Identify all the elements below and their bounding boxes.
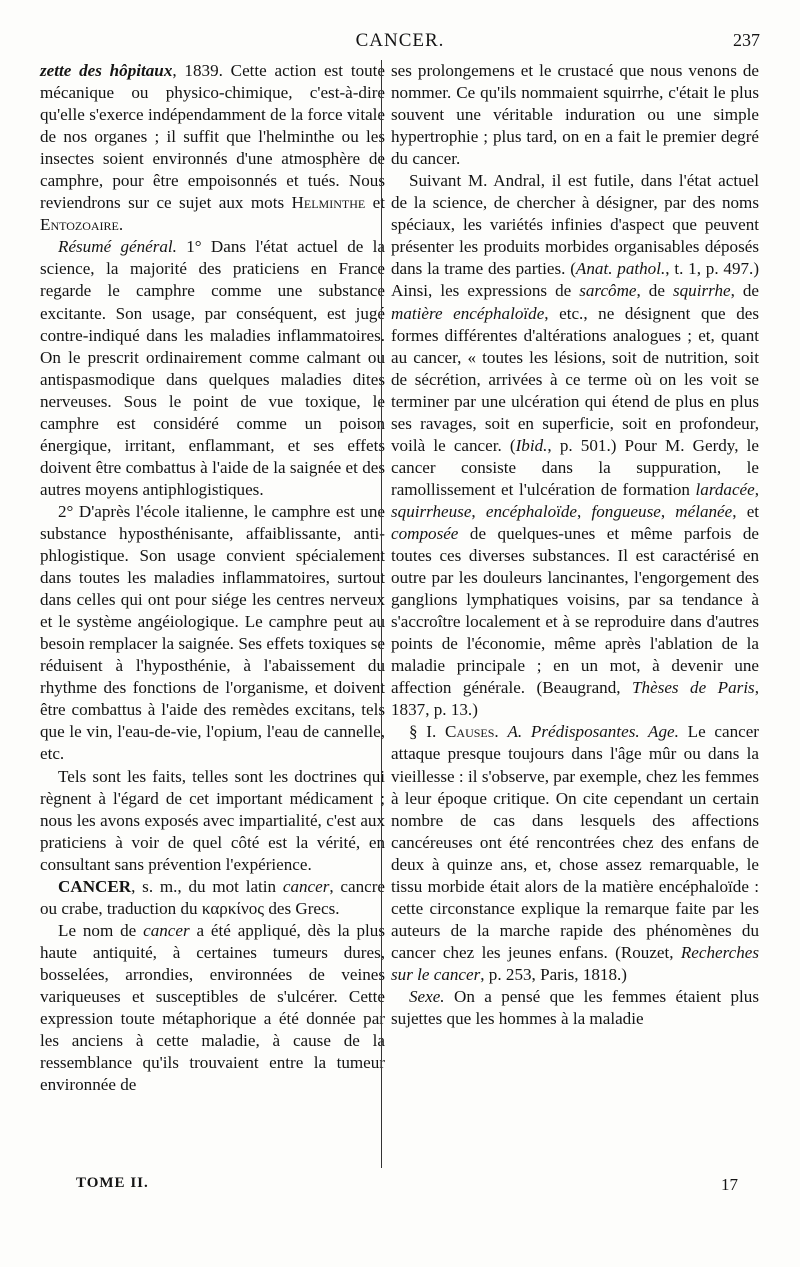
volume-label: TOME II. — [76, 1175, 149, 1191]
running-title: CANCER. — [355, 30, 445, 51]
paragraph: 2° D'après l'école italienne, le camphre est une substance hyposthénisante, affaiblissante, anti-phlogistique. Son usage convient spécialement dans toutes les maladies inflammatoires, surtout dans celles qui ont pour siége les centres nerveux et le système angéiologique. Le camphre peut au besoin remplacer la saignée. Ses effets toxiques se réduisent à l'hyposthénie, à l'abaissement du rhythme des fonctions de l'organisme, et doivent être combattus à l'aide des remèdes excitans, tels que le vin, l'eau-de-vie, l'opium, l'eau de cannelle, etc. — [40, 501, 385, 764]
page-number: 237 — [733, 30, 760, 50]
signature-mark: 17 — [721, 1175, 738, 1194]
paragraph: ses prolongemens et le crustacé que nous venons de nommer. Ce qu'ils nommaient squirrhe, c'était le plus souvent une véritable induration ou une simple hypertrophie ; plus tard, on en a fait le premier degré du cancer. — [391, 61, 759, 169]
paragraph: zette des hôpitaux, 1839. Cette action est toute mécanique ou physico-chimique, c'est-à-dire qu'elle s'exerce indépendamment de la force vitale de nos organes ; il suffit que l'helminthe ou les insectes soient environnés d'une atmosphère de camphre, pour être empoisonnés et tués. Nous reviendrons sur ce sujet aux mots Helminthe et Entozoaire. — [40, 61, 386, 235]
section-paragraph: § I. Causes. A. Prédisposantes. Age. Le cancer attaque presque toujours dans l'âge mûr ou dans la vieillesse : il s'observe, par exemple, chez les femmes à leur époque critique. On cite cependant un certain nombre de cas dans lesquels des affections cancéreuses ont été rencontrées chez des enfans de deux à quinze ans, et, chose assez remarquable, le tissu morbide était alors de la matière encéphaloïde : cette circonstance explique la remarque faite par les auteurs de la marche rapide des phénomènes du cancer chez les jeunes enfans. (Rouzet, Recherches sur le cancer, p. 253, Paris, 1818.) — [391, 722, 759, 984]
page-footer — [40, 1175, 760, 1197]
paragraph: Résumé général. 1° Dans l'état actuel de la science, la majorité des praticiens en France regarde le camphre comme une substance excitante. Son usage, par conséquent, est jugé contre-indiqué dans les maladies inflammatoires. On le prescrit ordinairement comme calmant ou antispasmodique dans quelques maladies dites nerveuses. Sous le point de vue toxique, le camphre est considéré comme un poison énergique, irritant, enflammant, et ses effets doivent être combattus à l'aide de la saignée et des autres moyens antiphlogistiques. — [40, 237, 385, 499]
running-head — [40, 30, 760, 58]
paragraph: Tels sont les faits, telles sont les doctrines qui règnent à l'égard de cet important médicament ; nous les avons exposés avec impartialité, c'est aux praticiens à voir de quel côté est la vérité, en consultant sans prévention l'expérience. — [40, 766, 385, 874]
left-column — [40, 60, 385, 1096]
column-rule — [381, 60, 382, 1168]
right-column — [391, 60, 759, 1030]
headword: CANCER — [58, 876, 132, 896]
paragraph: Suivant M. Andral, il est futile, dans l'état actuel de la science, de chercher à désigner, par des noms spéciaux, les variétés infinies d'aspect que peuvent présenter les produits morbides organisables déposés dans la trame des parties. (Anat. pathol., t. 1, p. 497.) Ainsi, les expressions de sarcôme, de squirrhe, de matière encéphaloïde, etc., ne désignent que des formes différentes d'altérations analogues ; et, quant au cancer, « toutes les lésions, soit de nutrition, soit de sécrétion, arrivées à ce terme où on les voit se terminer par une ulcération qui étend de plus en plus ses ravages, soit en superficie, soit en profondeur, voilà le cancer. (Ibid., p. 501.) Pour M. Gerdy, le cancer consiste dans la suppuration, le ramollissement et l'ulcération de formation lardacée, squirrheuse, encéphaloïde, fongueuse, mélanée, et composée de quelques-unes et même parfois de toutes ces diverses substances. Il est caractérisé en outre par les douleurs lancinantes, l'engorgement des ganglions lymphatiques voisins, par sa tendance à s'accroître localement et à se reproduire dans d'autres points de l'économie, même après l'ablation de la maladie principale ; en un mot, à devenir une affection générale. (Beaugrand, Thèses de Paris, 1837, p. 13.) — [391, 171, 760, 720]
paragraph: Le nom de cancer a été appliqué, dès la plus haute antiquité, à certaines tumeurs dures, bosselées, arrondies, environnées de veines variqueuses et susceptibles de s'ulcérer. Cette expression toute métaphorique a été donnée par les anciens à cette maladie, à cause de la ressemblance qu'ils trouvaient entre la tumeur environnée de — [40, 920, 385, 1095]
entry-paragraph: CANCER, s. m., du mot latin cancer, cancre ou crabe, traduction du καρκίνος des Grecs. — [40, 876, 386, 918]
paragraph: Sexe. On a pensé que les femmes étaient plus sujettes que les hommes à la maladie — [391, 986, 759, 1029]
